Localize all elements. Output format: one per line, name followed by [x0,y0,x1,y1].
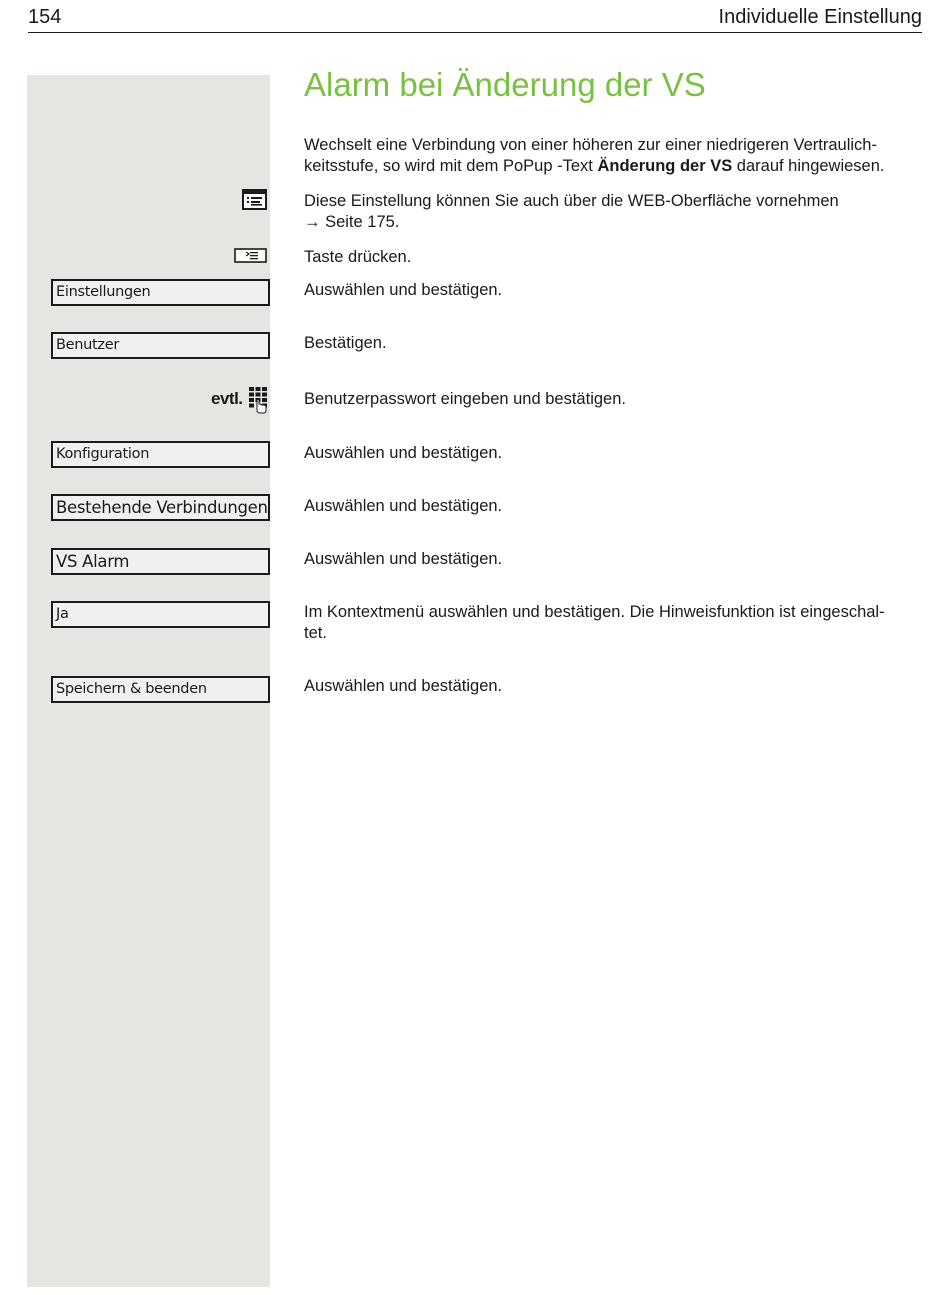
menu-item-benutzer[interactable]: Benutzer [51,332,270,359]
web-note [304,191,924,233]
intro-line-2-pre: keitsstufe, so wird mit dem PoPup -Text [304,157,598,175]
page-number: 154 [28,6,62,28]
step-text [304,602,924,644]
web-interface-icon [242,189,267,210]
menu-item-ja[interactable]: Ja [51,601,270,628]
header-rule [28,32,922,33]
page-reference-link[interactable]: → Seite 175. [304,213,400,231]
page-title: Alarm bei Änderung der VS [304,66,706,103]
menu-item-konfiguration[interactable]: Konfiguration [51,441,270,468]
optional-label: evtl. [211,389,243,408]
step-text: Auswählen und bestätigen. [304,281,503,299]
intro-bold-term: Änderung der VS [597,157,733,175]
step-text: Auswählen und bestätigen. [304,444,503,462]
web-note-line-1: Diese Einstellung können Sie auch über die WEB-Oberfläche vornehmen [304,192,839,210]
keypad-icon [248,386,268,414]
step-text: Benutzerpasswort eingeben und bestätigen. [304,390,626,408]
intro-line-2-post: darauf hingewiesen. [732,157,885,175]
step-text: Taste drücken. [304,248,412,266]
step-text: Auswählen und bestätigen. [304,677,503,695]
step-text: Bestätigen. [304,334,387,352]
menu-item-bestehende-verbindungen[interactable]: Bestehende Verbindungen [51,494,270,521]
section-title: Individuelle Einstellung [718,6,922,28]
intro-paragraph [304,135,924,177]
menu-key-icon [234,248,267,263]
step-text-line-1: Im Kontextmenü auswählen und bestätigen. Die Hinweisfunktion ist eingeschal- [304,603,885,621]
step-text: Auswählen und bestätigen. [304,550,503,568]
step-text: Auswählen und bestätigen. [304,497,503,515]
menu-item-einstellungen[interactable]: Einstellungen [51,279,270,306]
menu-item-speichern-beenden[interactable]: Speichern & beenden [51,676,270,703]
menu-item-vs-alarm[interactable]: VS Alarm [51,548,270,575]
step-text-line-2: tet. [304,624,327,642]
intro-line-1: Wechselt eine Verbindung von einer höheren zur einer niedrigeren Vertraulich- [304,136,877,154]
